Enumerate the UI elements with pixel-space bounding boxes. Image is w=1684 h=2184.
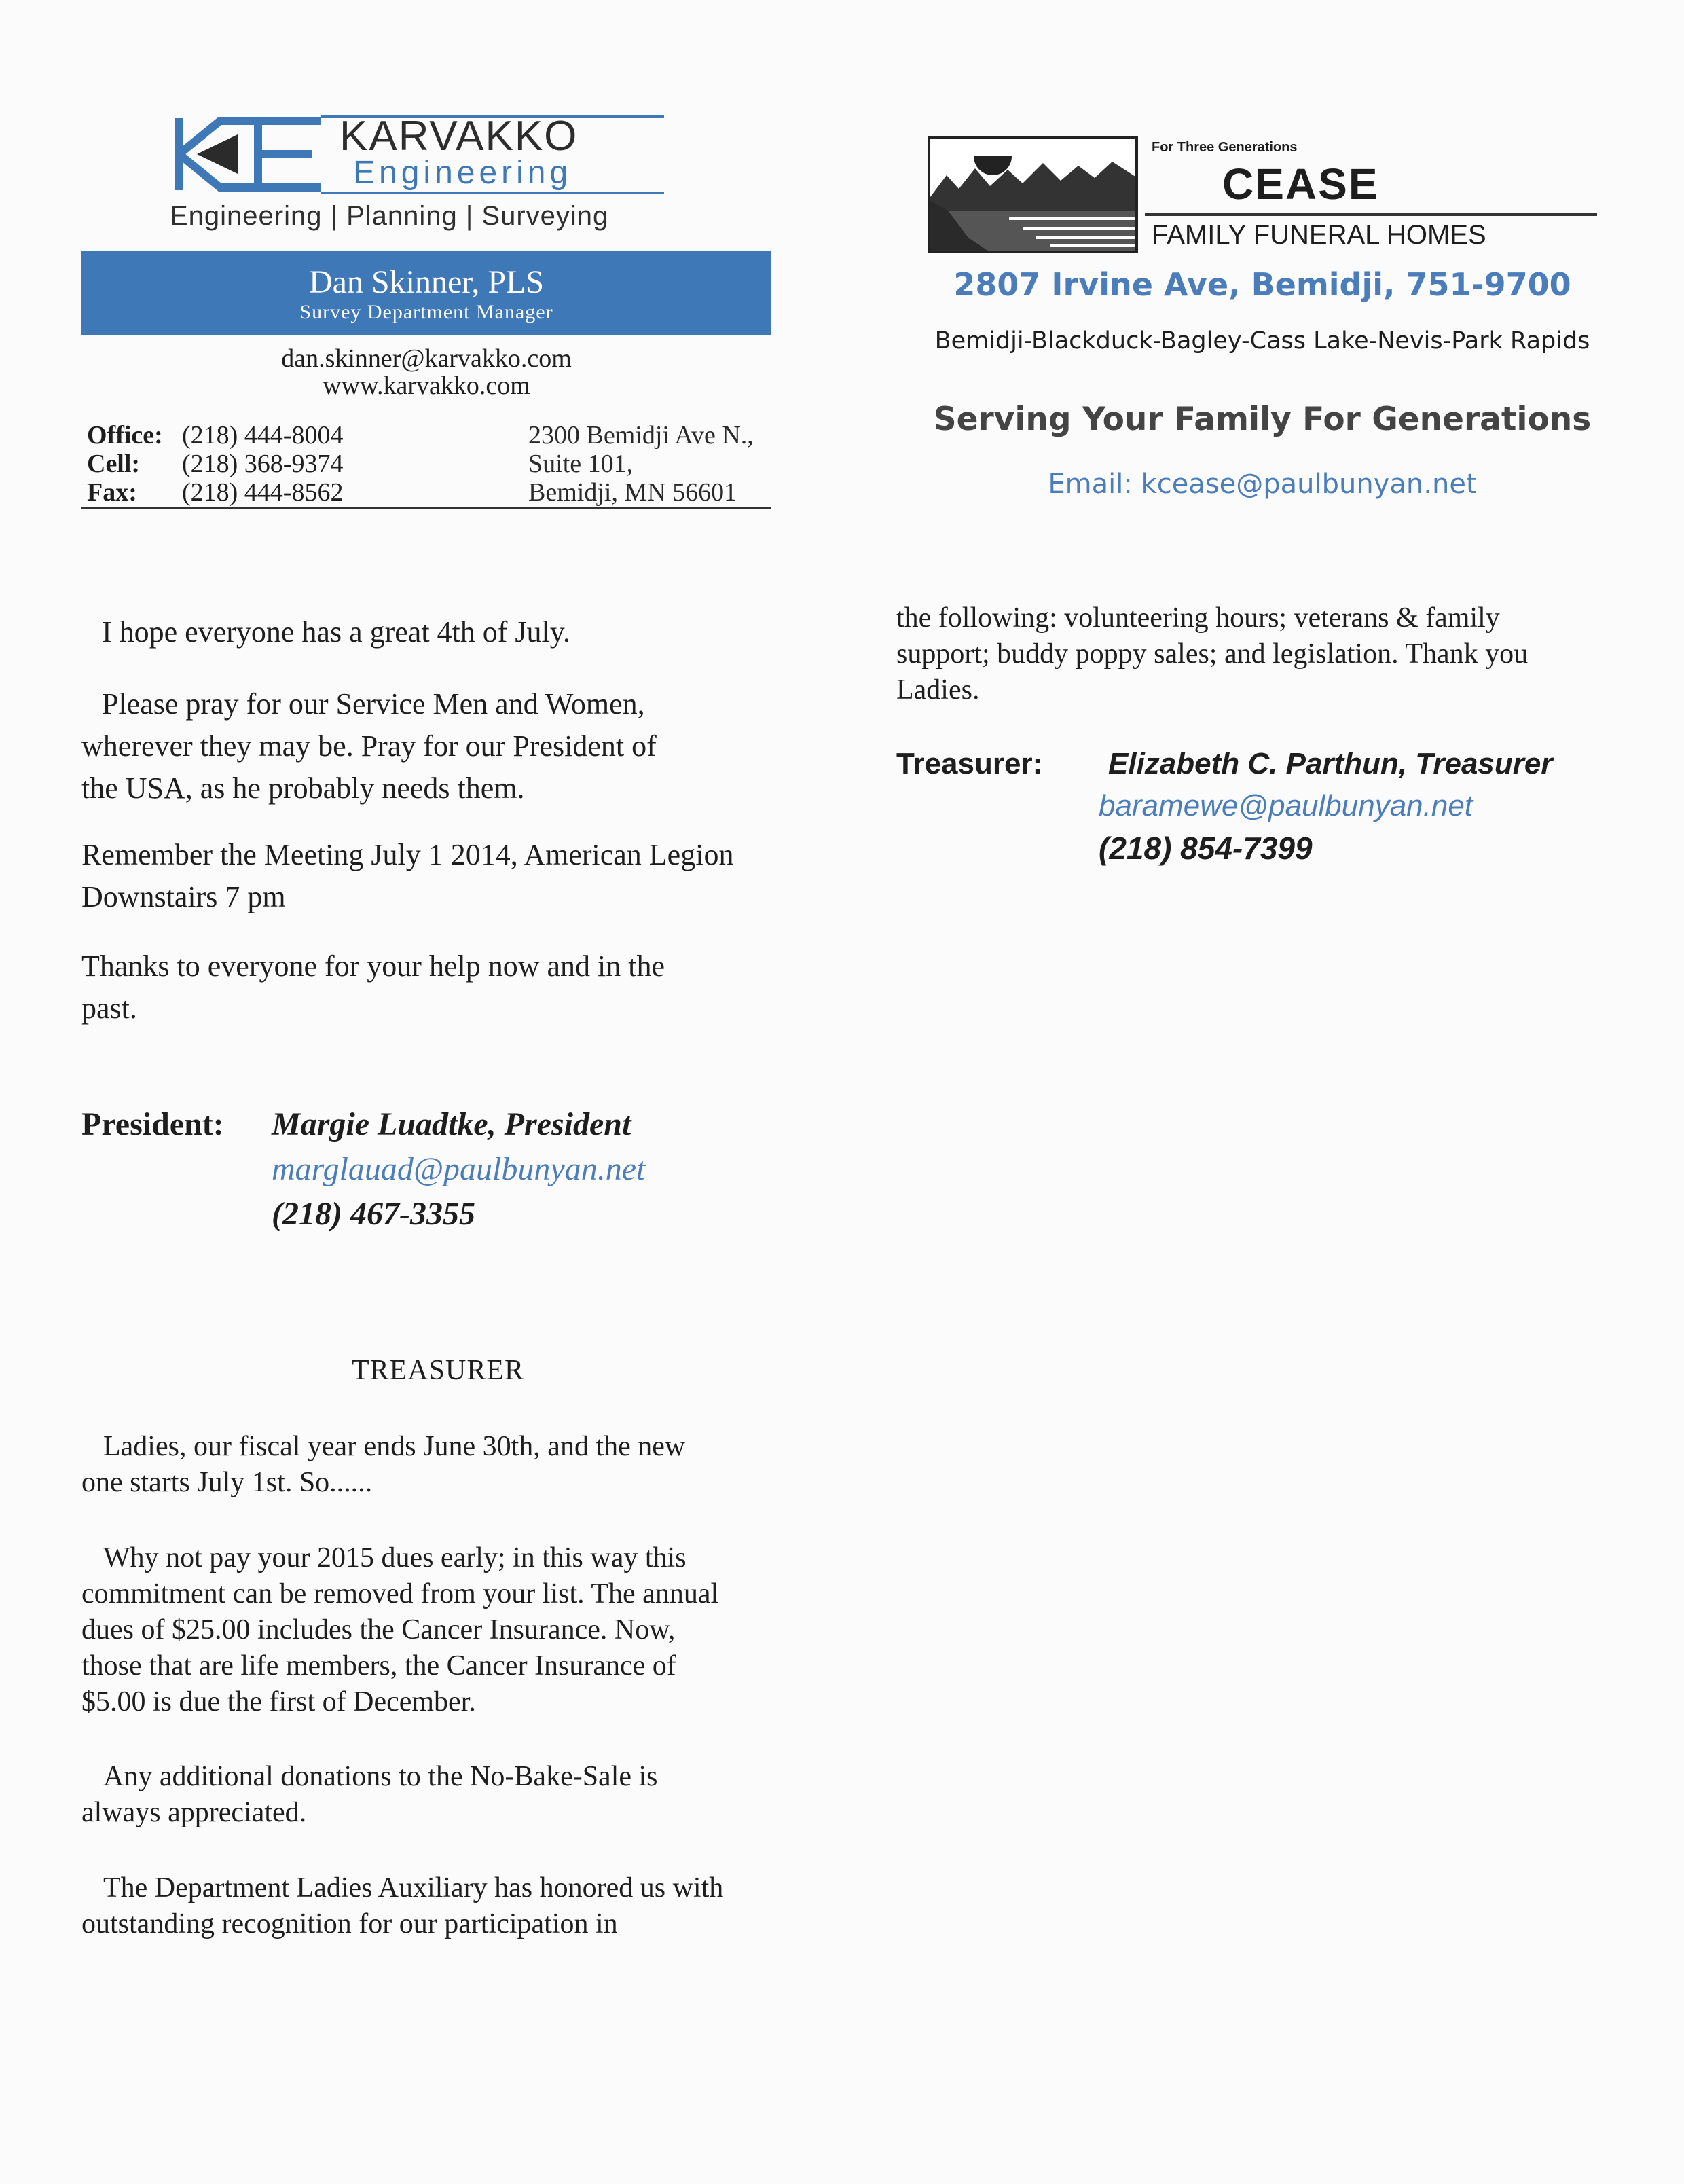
karvakko-divider [81,507,771,509]
president-email[interactable]: marglauad@paulbunyan.net [272,1151,646,1187]
president-phone: (218) 467-3355 [272,1196,475,1232]
karvakko-banner [81,251,771,335]
paragraph-continued: the following: volunteering hours; veterans & family support; buddy poppy sales; and legislation. Thank you Ladies. [896,602,1529,706]
cease-small: For Three Generations [1152,140,1298,155]
karvakko-sub: Engineering [353,155,572,191]
karvakko-title: Survey Department Manager [299,301,553,323]
president-label: President: [81,1106,224,1142]
karvakko-email[interactable]: dan.skinner@karvakko.com [281,344,572,373]
paragraph-fiscal: Ladies, our fiscal year ends June 30th, and the new one starts July 1st. So...... [81,1431,686,1498]
treasurer-heading: TREASURER [351,1355,525,1386]
paragraph-auxiliary: The Department Ladies Auxiliary has honored us with outstanding recognition for our participation in [81,1872,724,1940]
cease-email[interactable]: Email: kcease@paulbunyan.net [1048,469,1477,500]
cease-serving: Serving Your Family For Generations [933,401,1592,438]
cease-name: CEASE [1222,160,1379,208]
treasurer-email[interactable]: baramewe@paulbunyan.net [1099,789,1474,822]
cease-towns: Bemidji-Blackduck-Bagley-Cass Lake-Nevis-Park Rapids [934,327,1590,354]
treasurer-phone: (218) 854-7399 [1099,831,1313,866]
paragraph-pray: Please pray for our Service Men and Women, wherever they may be. Pray for our President of the USA, as he probably needs them. [81,687,657,805]
paragraph-july: I hope everyone has a great 4th of July. [102,615,570,649]
karvakko-tagline: Engineering | Planning | Surveying [170,201,609,231]
karvakko-website[interactable]: www.karvakko.com [323,371,530,400]
paragraph-dues: Why not pay your 2015 dues early; in this way this commitment can be removed from your list. The annual dues of $25.00 includes the Cancer Insurance. Now, those that are life members, the Cancer Insurance of $5.00 is due the first of December. [81,1542,719,1717]
karvakko-name: KARVAKKO [340,113,579,160]
treasurer-label: Treasurer: [896,747,1043,780]
cease-address: 2807 Irvine Ave, Bemidji, 751-9700 [953,266,1571,303]
karvakko-logo [170,114,672,194]
contact-office: Office: (218) 444-8004 [87,421,344,450]
landscape-icon [928,136,1138,253]
treasurer-name: Elizabeth C. Parthun, Treasurer [1108,747,1553,780]
cease-landscape-logo [928,136,1138,253]
karvakko-person: Dan Skinner, PLS [308,264,545,300]
cease-divider [1145,213,1597,216]
paragraph-meeting: Remember the Meeting July 1 2014, American Legion Downstairs 7 pm [81,838,734,913]
paragraph-donations: Any additional donations to the No-Bake-Sale is always appreciated. [81,1761,658,1828]
president-name: Margie Luadtke, President [272,1106,632,1142]
contact-fax: Fax: (218) 444-8562 [87,478,344,507]
karvakko-address: 2300 Bemidji Ave N., Suite 101, Bemidji, MN 56601 [528,421,754,507]
karvakko-web [81,345,771,399]
cease-sub: FAMILY FUNERAL HOMES [1152,220,1486,250]
contact-cell: Cell: (218) 368-9374 [87,450,344,478]
karvakko-contact-list [87,421,343,507]
paragraph-thanks: Thanks to everyone for your help now and in the past. [81,949,665,1025]
